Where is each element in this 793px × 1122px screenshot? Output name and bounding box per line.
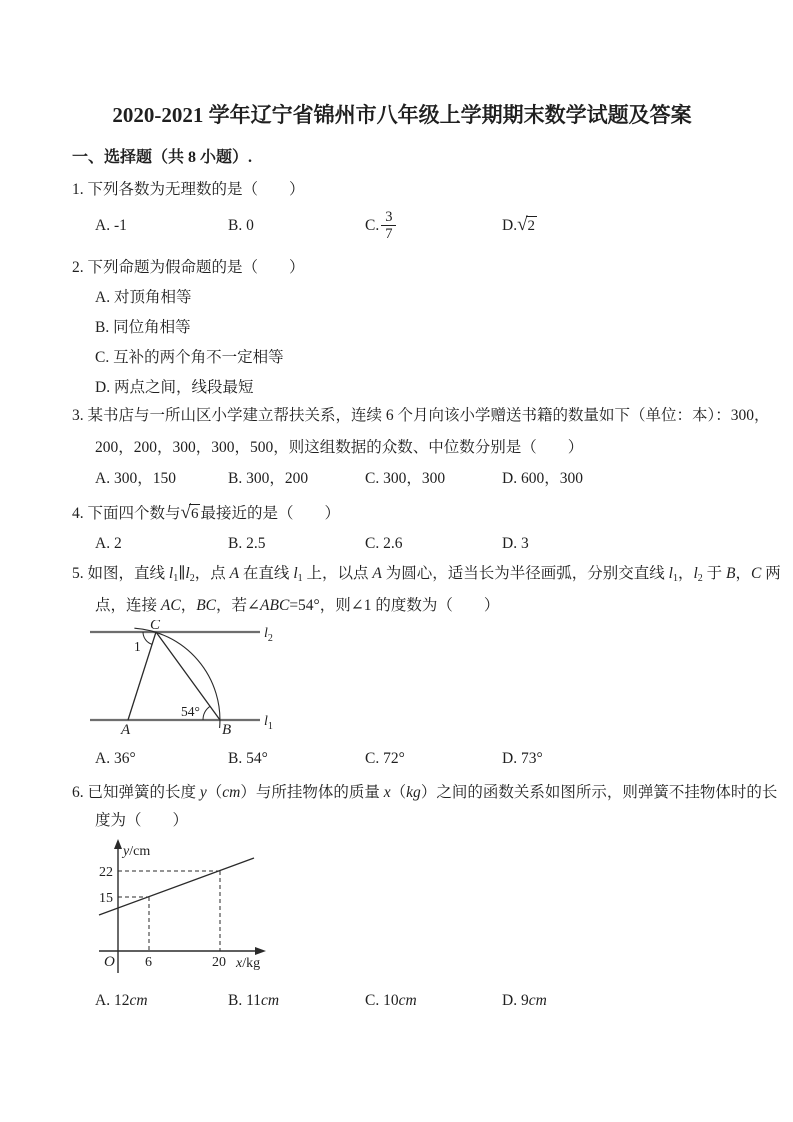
option-label: D. 9 (502, 992, 529, 1009)
unit-cm: cm (528, 992, 547, 1009)
option-label: A. 12 (95, 992, 130, 1009)
q5-option-b: B. 54° (228, 750, 268, 767)
label-l2: $l_2$ (264, 626, 273, 644)
radical-body: 6 (190, 506, 199, 522)
stem-text: =54°，则∠1 的度数为（ ） (289, 597, 500, 614)
q1-options (72, 204, 732, 246)
q6-option-b (228, 990, 365, 1011)
var-l2: l (693, 565, 698, 582)
label-point-c: C (150, 620, 161, 633)
label-angle-54: 54° (181, 704, 200, 719)
var-l1-sub: 1 (173, 573, 179, 584)
var-l1: l (293, 565, 298, 582)
q3-option-d: D. 600，300 (502, 470, 583, 487)
q2-stem: 2. 下列命题为假命题的是（ ） (72, 259, 305, 276)
var-l1-sub: 1 (297, 573, 303, 584)
stem-text: ，若∠ (216, 597, 261, 614)
option-label: B. 11 (228, 992, 262, 1009)
q5-options (72, 748, 732, 769)
stem-text: ）与所挂物体的质量 (240, 784, 384, 801)
var-l2-sub: 2 (697, 573, 703, 584)
label-angle-1: 1 (134, 639, 141, 654)
segment-ca (128, 632, 156, 720)
unit-cm: cm (222, 784, 241, 801)
unit-cm: cm (398, 992, 417, 1009)
stem-text: 6. 已知弹簧的长度 (72, 784, 200, 801)
q5-option-d: D. 73° (502, 750, 543, 767)
label-point-b: B (222, 722, 232, 738)
q3-options (72, 468, 732, 489)
q4-option-c: C. 2.6 (365, 535, 403, 552)
x-tick-20: 20 (212, 955, 226, 970)
q2-option-b: B. 同位角相等 (95, 319, 191, 336)
q4-option-a: A. 2 (95, 535, 122, 552)
stem-text: 上，以点 (302, 565, 373, 582)
q6-spring-graph (97, 838, 282, 978)
stem-text: 5. 如图，直线 (72, 565, 169, 582)
q3-option-b: B. 300，200 (228, 470, 309, 487)
y-tick-22: 22 (99, 865, 113, 880)
option-label: D. (502, 216, 518, 234)
question-2 (72, 257, 732, 398)
q6-stem-line-1 (72, 782, 778, 803)
q5-stem-line-1 (72, 563, 781, 584)
q1-option-a: A. -1 (95, 216, 127, 234)
angle-54-arc (203, 706, 210, 720)
q6-options (72, 990, 732, 1011)
var-A: A (372, 565, 382, 582)
q3-option-c: C. 300，300 (365, 470, 446, 487)
fraction (381, 209, 396, 242)
var-ABC: ABC (260, 597, 290, 614)
x-tick-6: 6 (145, 955, 152, 970)
figure-q5 (85, 620, 732, 744)
stem-text: 点，连接 (95, 597, 161, 614)
var-A: A (229, 565, 240, 582)
question-3 (72, 405, 770, 489)
var-x: x (383, 784, 391, 801)
q2-option-d: D. 两点之间，线段最短 (95, 379, 254, 396)
radical-body: 2 (527, 217, 536, 234)
q1-option-b: B. 0 (228, 216, 254, 234)
var-l1: l (168, 565, 174, 582)
var-l2-sub: 2 (189, 573, 195, 584)
stem-text: ， (677, 565, 694, 582)
q1-option-c (365, 209, 502, 242)
q1-stem: 1. 下列各数为无理数的是（ ） (72, 181, 305, 198)
label-point-a: A (121, 722, 131, 738)
compass-arc (134, 628, 220, 728)
option-label: C. (365, 216, 380, 234)
q5-option-a: A. 36° (95, 750, 136, 767)
radical-sign: √ (180, 502, 191, 523)
x-axis-label: x/kg (236, 956, 261, 971)
fraction-numerator: 3 (385, 208, 393, 225)
origin-label: O (104, 954, 115, 970)
var-AC: AC (160, 597, 181, 614)
stem-text: 于 (702, 565, 727, 582)
section-heading: 一、选择题（共 8 小题）. (72, 149, 253, 166)
q4-option-b: B. 2.5 (228, 535, 266, 552)
stem-text: 在直线 (239, 565, 294, 582)
question-1 (72, 179, 732, 246)
q5-option-c: C. 72° (365, 750, 405, 767)
stem-text: 最接近的是（ ） (200, 505, 340, 522)
question-4 (72, 503, 732, 554)
unit-kg: kg (406, 784, 421, 801)
q3-stem-line-2: 200，200，300，300，500，则这组数据的众数、中位数分别是（ ） (95, 439, 584, 456)
q3-stem-line-1: 3. 某书店与一所山区小学建立帮扶关系，连续 6 个月向该小学赠送书籍的数量如下（单位：本）：300， (72, 407, 770, 424)
radical (517, 213, 537, 235)
q6-option-d (502, 990, 732, 1011)
stem-text: 4. 下面四个数与 (72, 505, 181, 522)
stem-text: （ (206, 784, 223, 801)
stem-text: ， (180, 597, 197, 614)
label-l1: $l_1$ (264, 714, 273, 732)
q5-stem-line-2 (72, 595, 732, 616)
q2-option-c: C. 互补的两个角不一定相等 (95, 349, 284, 366)
y-tick-15: 15 (99, 891, 113, 906)
q6-stem-line-2: 度为（ ） (95, 812, 189, 829)
q4-stem (72, 503, 732, 524)
question-5 (72, 563, 781, 769)
question-6 (72, 782, 778, 1011)
var-l1-sub: 1 (672, 573, 678, 584)
angle-1-arc (143, 632, 152, 644)
q6-option-a (95, 990, 228, 1011)
stem-text: ）之间的函数关系如图所示，则弹簧不挂物体时的长 (420, 784, 778, 801)
var-y: y (199, 784, 207, 801)
q5-geometry-figure (85, 620, 285, 744)
y-axis-label: y/cm (123, 844, 151, 859)
function-line (99, 858, 254, 915)
stem-text: （ (390, 784, 407, 801)
q6-option-c (365, 990, 502, 1011)
radical-sign: √ (517, 213, 528, 235)
unit-cm: cm (129, 992, 148, 1009)
fraction-denominator: 7 (381, 225, 396, 242)
y-axis-arrow (114, 839, 122, 849)
stem-text: 两 (761, 565, 781, 582)
q1-option-d (502, 215, 732, 236)
unit-cm: cm (261, 992, 280, 1009)
stem-text: 为圆心，适当长为半径画弧，分别交直线 (381, 565, 669, 582)
radical (181, 504, 201, 523)
x-axis-arrow (255, 947, 266, 955)
page-title: 2020-2021 学年辽宁省锦州市八年级上学期期末数学试题及答案 (112, 103, 692, 127)
var-B: B (726, 565, 736, 582)
option-label: C. 10 (365, 992, 399, 1009)
var-l2: l (185, 565, 190, 582)
figure-q6 (97, 838, 732, 978)
stem-text: ， (735, 565, 752, 582)
q3-option-a: A. 300，150 (95, 470, 176, 487)
parallel-symbol: ∥ (178, 565, 186, 582)
var-BC: BC (196, 597, 217, 614)
var-C: C (751, 565, 762, 582)
stem-text: ，点 (194, 565, 230, 582)
q4-options (72, 533, 732, 554)
var-l1: l (668, 565, 673, 582)
q4-option-d: D. 3 (502, 535, 529, 552)
q2-option-a: A. 对顶角相等 (95, 289, 192, 306)
